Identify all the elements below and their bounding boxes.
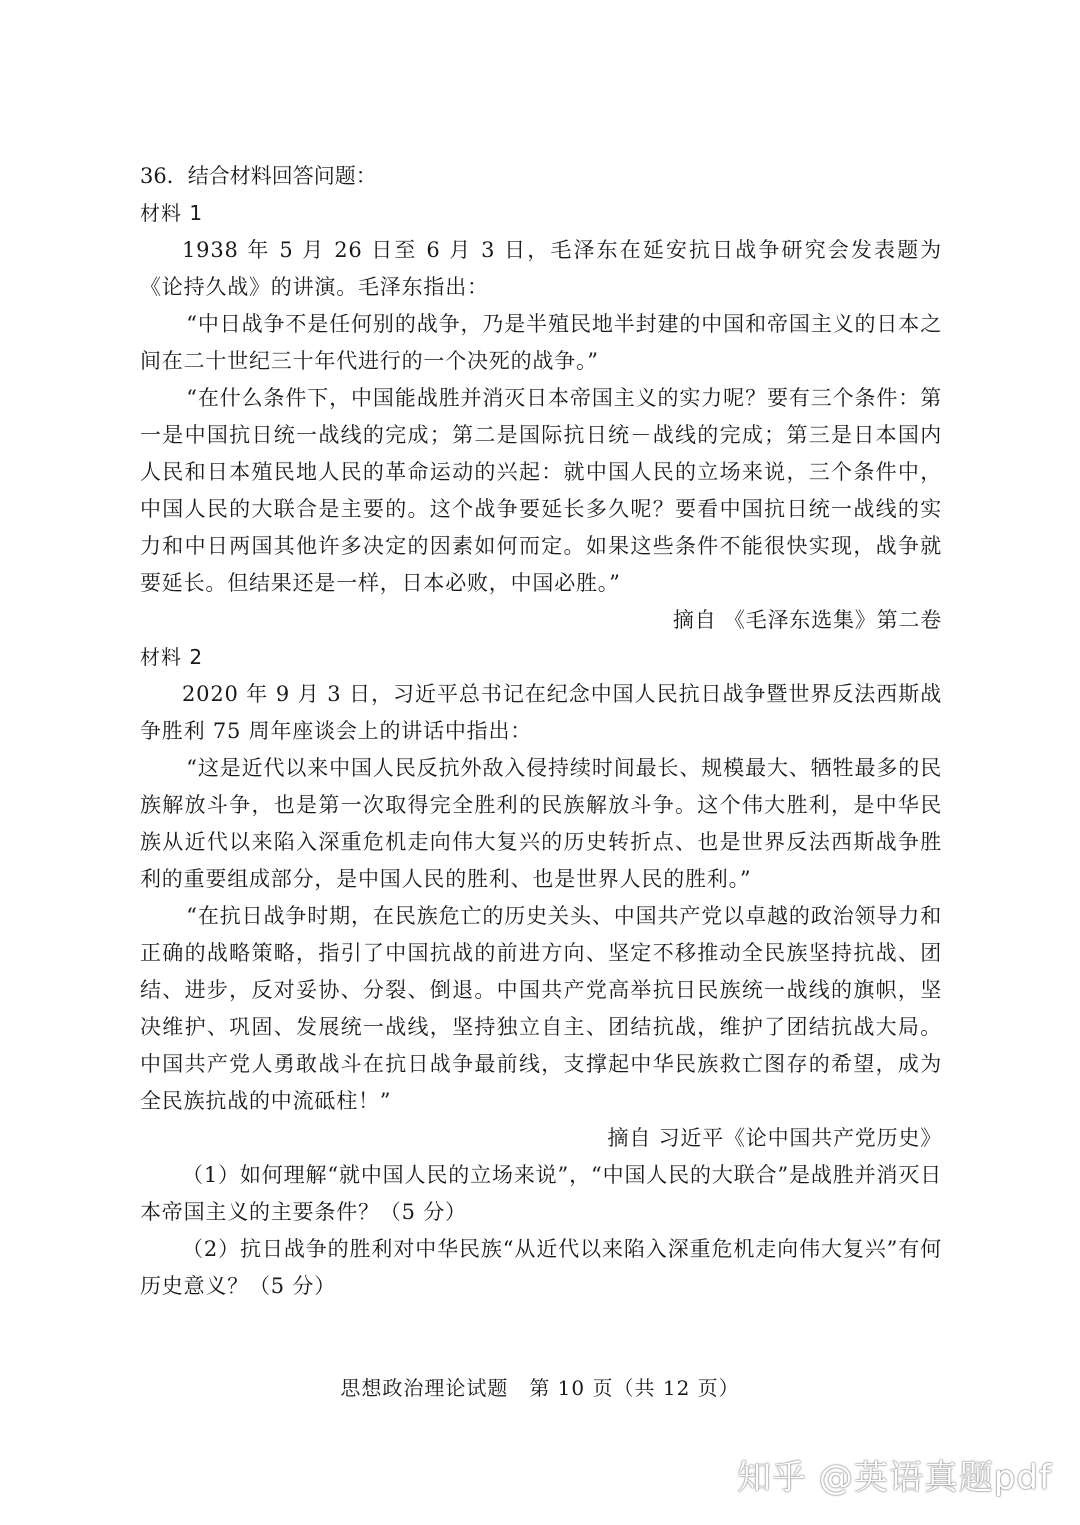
- subquestion-2: （2）抗日战争的胜利对中华民族“从近代以来陷入深重危机走向伟大复兴”有何历史意义？（5 分）: [140, 1237, 942, 1298]
- watermark: 知乎 @英语真题pdf: [737, 1458, 1052, 1498]
- material-2-source: 摘自 习近平《论中国共产党历史》: [607, 1126, 942, 1150]
- material-2-label: 材料 2: [140, 645, 204, 669]
- subquestion-1: （1）如何理解“就中国人民的立场来说”，“中国人民的大联合”是战胜并消灭日本帝国主义的主要条件？（5 分）: [140, 1163, 942, 1224]
- material-1-quote-2: “在什么条件下，中国能战胜并消灭日本帝国主义的实力呢？要有三个条件：第一是中国抗日统一战线的完成；第二是国际抗日统－战线的完成；第三是日本国内人民和日本殖民地人民的革命运动的兴起：就中国人民的立场来说，三个条件中，中国人民的大联合是主要的。这个战争要延长多久呢？要看中国抗日统一战线的实力和中日两国其他许多决定的因素如何而定。如果这些条件不能很快实现，战争就要延长。但结果还是一样，日本必败，中国必胜。”: [140, 386, 942, 595]
- page-footer: 思想政治理论试题 第 10 页（共 12 页）: [340, 1376, 740, 1400]
- material-1-quote-1: “中日战争不是任何别的战争，乃是半殖民地半封建的中国和帝国主义的日本之间在二十世纪三十年代进行的一个决死的战争。”: [140, 312, 942, 373]
- exam-page-content: [140, 158, 942, 1305]
- material-1-source: 摘自 《毛泽东选集》第二卷: [672, 608, 942, 632]
- question-title: 36．结合材料回答问题：: [140, 164, 377, 188]
- material-1-label: 材料 1: [140, 201, 204, 225]
- material-2-quote-1: “这是近代以来中国人民反抗外敌入侵持续时间最长、规模最大、牺牲最多的民族解放斗争，也是第一次取得完全胜利的民族解放斗争。这个伟大胜利，是中华民族从近代以来陷入深重危机走向伟大复兴的历史转折点、也是世界反法西斯战争胜利的重要组成部分，是中国人民的胜利、也是世界人民的胜利。”: [140, 756, 942, 891]
- material-2-quote-2: “在抗日战争时期，在民族危亡的历史关头、中国共产党以卓越的政治领导力和正确的战略策略，指引了中国抗战的前进方向、坚定不移推动全民族坚持抗战、团结、进步，反对妥协、分裂、倒退。中国共产党高举抗日民族统一战线的旗帜，坚决维护、巩固、发展统一战线，坚持独立自主、团结抗战，维护了团结抗战大局。中国共产党人勇敢战斗在抗日战争最前线，支撑起中华民族救亡图存的希望，成为全民族抗战的中流砥柱！”: [140, 904, 942, 1113]
- material-1-intro: 1938 年 5 月 26 日至 6 月 3 日，毛泽东在延安抗日战争研究会发表题为《论持久战》的讲演。毛泽东指出：: [140, 238, 942, 299]
- material-2-intro: 2020 年 9 月 3 日，习近平总书记在纪念中国人民抗日战争暨世界反法西斯战争胜利 75 周年座谈会上的讲话中指出：: [140, 682, 942, 743]
